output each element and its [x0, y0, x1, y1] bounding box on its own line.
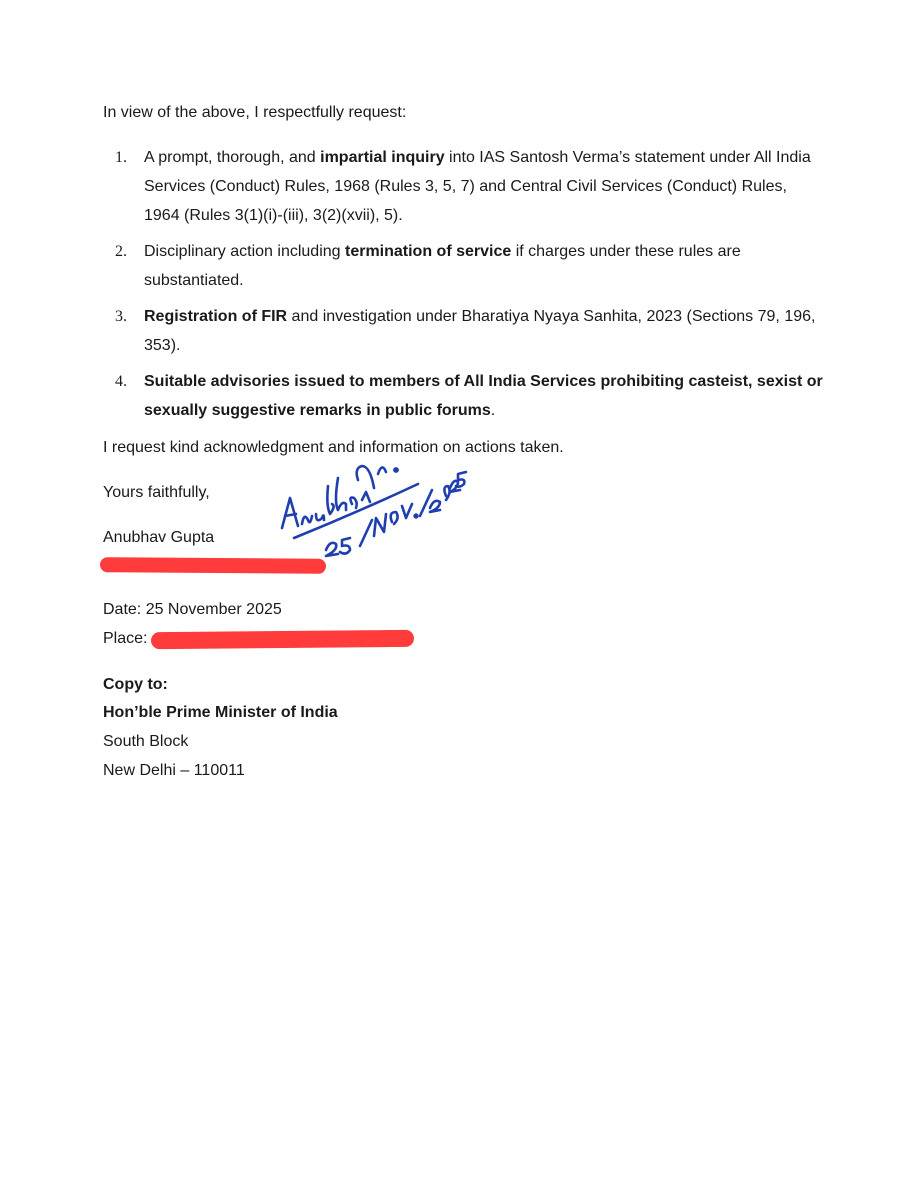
signature-drawing — [268, 446, 468, 566]
list-item-number: 2. — [115, 243, 127, 260]
handwritten-signature — [268, 446, 468, 566]
sender-name: Anubhav Gupta — [103, 529, 215, 546]
text-segment: and investigation under Bharatiya Nyaya Sanhita, 2023 (Sections 79, 196, 353). — [144, 308, 816, 354]
text-segment: if charges under these rules are substantiated. — [144, 243, 741, 289]
bold-text-segment: Registration of FIR — [144, 308, 288, 325]
list-item-number: 3. — [115, 308, 127, 325]
copy-address-line: South Block — [103, 733, 189, 750]
place-label: Place: — [103, 630, 148, 647]
list-item-number: 4. — [115, 373, 127, 390]
bold-text-segment: impartial inquiry — [320, 149, 445, 166]
copy-to-label: Copy to: — [103, 676, 168, 693]
text-segment: A prompt, thorough, and — [144, 149, 321, 166]
bold-text-segment: termination of service — [344, 243, 512, 260]
request-intro: In view of the above, I respectfully request: — [103, 104, 407, 121]
list-item — [103, 143, 823, 230]
text-segment: Disciplinary action including — [144, 243, 345, 260]
list-item-text — [144, 243, 741, 289]
bold-text-segment: Suitable advisories issued to members of All India Services prohibiting casteist, sexist or sexually suggestive remarks in public forums — [144, 373, 823, 419]
text-segment: into IAS Santosh Verma’s statement under All India Services (Conduct) Rules, 1968 (Rules 3, 5, 7) and Central Civil Services (Conduct) Rules, 1964 (Rules 3(1)(i)-(iii), 3(2)(xvii), 5). — [144, 149, 811, 224]
date-line: Date: 25 November 2025 — [103, 601, 282, 618]
text-segment: . — [490, 402, 496, 419]
list-item-text — [144, 373, 823, 419]
list-item — [103, 302, 823, 360]
copy-address-line: New Delhi – 110011 — [103, 762, 245, 779]
list-item-text — [144, 149, 811, 224]
list-item — [103, 367, 823, 425]
list-item — [103, 237, 823, 295]
list-item-number: 1. — [115, 149, 127, 166]
closing-salutation: Yours faithfully, — [103, 484, 210, 501]
list-item-text — [144, 308, 815, 354]
acknowledgment-request: I request kind acknowledgment and information on actions taken. — [103, 439, 564, 456]
copy-recipient: Hon’ble Prime Minister of India — [103, 704, 338, 721]
redaction-mark — [151, 630, 414, 649]
request-list — [103, 143, 823, 432]
